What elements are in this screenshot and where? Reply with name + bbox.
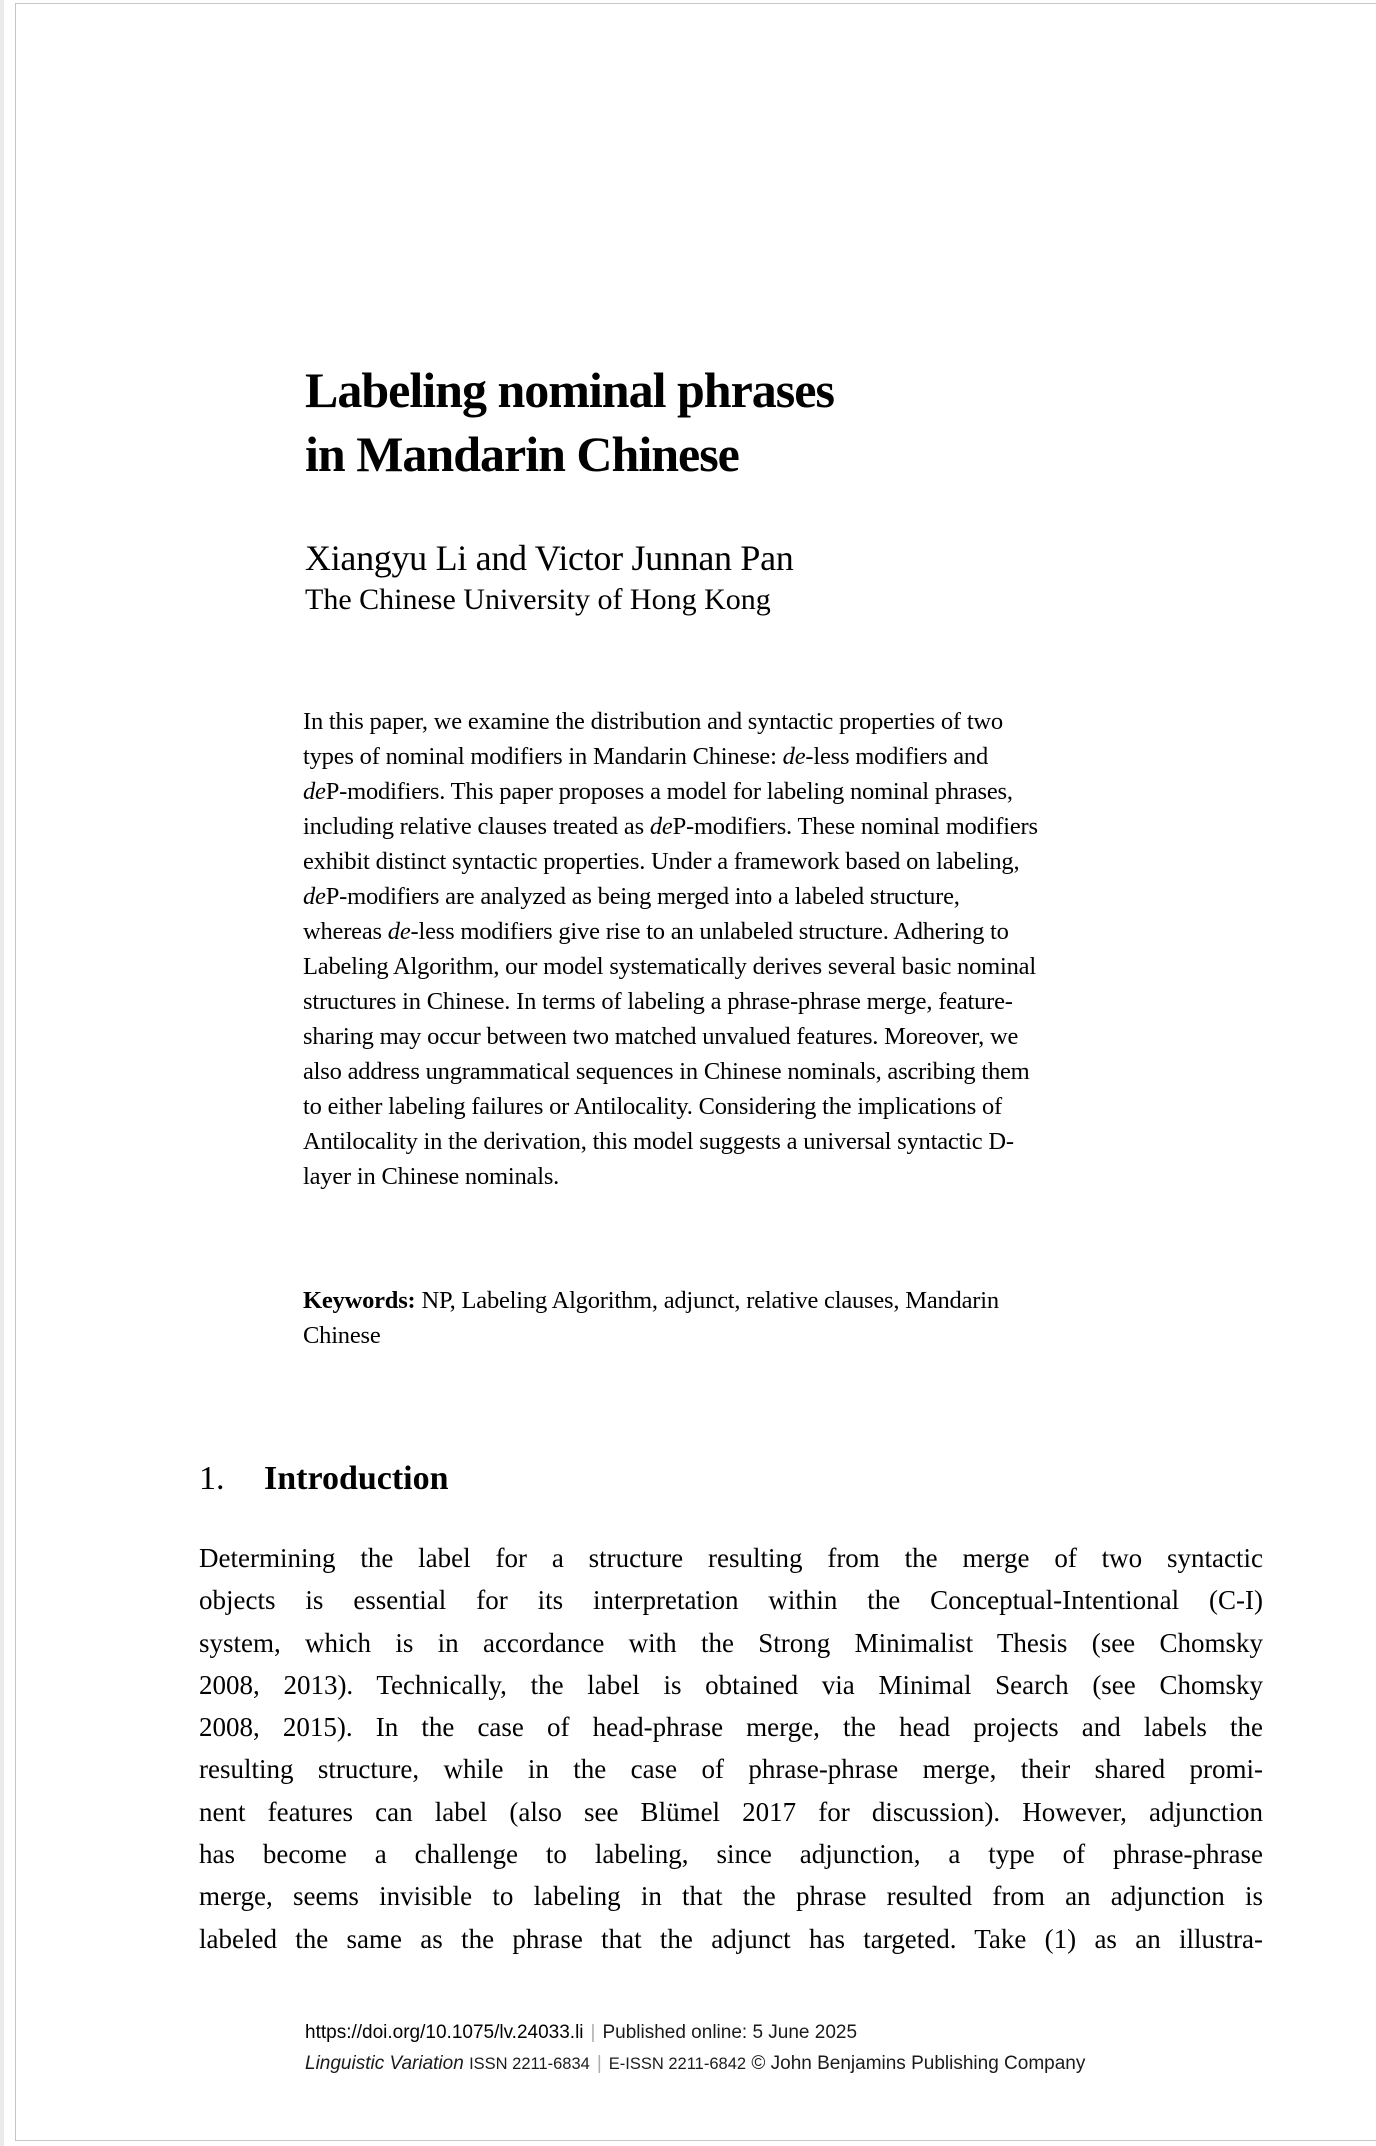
doi-link[interactable]: https://doi.org/10.1075/lv.24033.li (305, 2022, 584, 2043)
footer-doi-line (305, 2017, 1305, 2048)
keywords-label: Keywords: (303, 1287, 416, 1314)
published-online: Published online: 5 June 2025 (602, 2022, 858, 2043)
abstract-line: layer in Chinese nominals. (303, 1163, 560, 1190)
abstract-line: including relative clauses treated as deP-modifiers. These nominal modifiers (303, 813, 1038, 840)
abstract-line: deP-modifiers. This paper proposes a model for labeling nominal phrases, (303, 778, 1013, 805)
paper-affiliation: The Chinese University of Hong Kong (305, 583, 771, 616)
abstract-line: sharing may occur between two matched unvalued features. Moreover, we (303, 1023, 1019, 1050)
paper-title-line: in Mandarin Chinese (305, 426, 739, 482)
eissn: E-ISSN 2211-6842 (608, 2055, 747, 2073)
body-text-line: resulting structure, while in the case of phrase-phrase merge, their shared promi- (199, 1754, 1263, 1785)
abstract-line: whereas de-less modifiers give rise to an unlabeled structure. Adhering to (303, 918, 1009, 945)
journal-name: Linguistic Variation (305, 2053, 464, 2074)
body-text-line: objects is essential for its interpretation within the Conceptual-Intentional (C-I) (199, 1585, 1263, 1616)
abstract-line: Antilocality in the derivation, this model suggests a universal syntactic D- (303, 1128, 1014, 1155)
paper-page (15, 3, 1376, 2141)
viewer-left-gutter (0, 0, 4, 2146)
paper-title (305, 358, 834, 486)
abstract-line: also address ungrammatical sequences in Chinese nominals, ascribing them (303, 1058, 1030, 1085)
keywords-block (303, 1283, 1163, 1353)
keywords-text: NP, Labeling Algorithm, adjunct, relative clauses, Mandarin (421, 1287, 999, 1314)
issn: ISSN 2211-6834 (469, 2055, 590, 2073)
body-text-line: system, which is in accordance with the Strong Minimalist Thesis (see Chomsky (199, 1627, 1263, 1658)
section-number: 1. (199, 1460, 225, 1497)
introduction-paragraph (199, 1537, 1263, 1960)
abstract-line: types of nominal modifiers in Mandarin Chinese: de-less modifiers and (303, 743, 989, 770)
keywords-line (303, 1283, 1163, 1318)
footer-separator: | (596, 2053, 602, 2074)
footer-separator: | (590, 2022, 596, 2043)
keywords-line: Chinese (303, 1322, 381, 1349)
abstract-line: In this paper, we examine the distribution and syntactic properties of two (303, 708, 1003, 735)
abstract-line: Labeling Algorithm, our model systematically derives several basic nominal (303, 953, 1036, 980)
body-text-line: has become a challenge to labeling, since adjunction, a type of phrase-phrase (199, 1839, 1263, 1870)
page-footer (305, 2017, 1305, 2080)
body-text-line: 2008, 2013). Technically, the label is obtained via Minimal Search (see Chomsky (199, 1669, 1263, 1700)
abstract-line: deP-modifiers are analyzed as being merged into a labeled structure, (303, 883, 960, 910)
footer-journal-line (305, 2048, 1305, 2080)
abstract-line: structures in Chinese. In terms of labeling a phrase-phrase merge, feature- (303, 988, 1013, 1015)
body-text-line: Determining the label for a structure resulting from the merge of two syntactic (199, 1543, 1263, 1573)
copyright-notice: © John Benjamins Publishing Company (751, 2053, 1086, 2074)
body-text-line: labeled the same as the phrase that the adjunct has targeted. Take (1) as an illustra- (199, 1923, 1263, 1954)
paper-abstract (303, 704, 1163, 1194)
abstract-line: exhibit distinct syntactic properties. Under a framework based on labeling, (303, 848, 1020, 875)
abstract-line: to either labeling failures or Antilocality. Considering the implications of (303, 1093, 1002, 1120)
body-text-line: merge, seems invisible to labeling in that the phrase resulted from an adjunction is (199, 1881, 1263, 1912)
body-text-line: nent features can label (also see Blümel 2017 for discussion). However, adjunction (199, 1796, 1263, 1827)
paper-authors: Xiangyu Li and Victor Junnan Pan (305, 538, 794, 578)
section-heading (199, 1458, 449, 1500)
section-title: Introduction (264, 1460, 449, 1497)
paper-title-line: Labeling nominal phrases (305, 362, 834, 418)
body-text-line: 2008, 2015). In the case of head-phrase merge, the head projects and labels the (199, 1712, 1263, 1743)
